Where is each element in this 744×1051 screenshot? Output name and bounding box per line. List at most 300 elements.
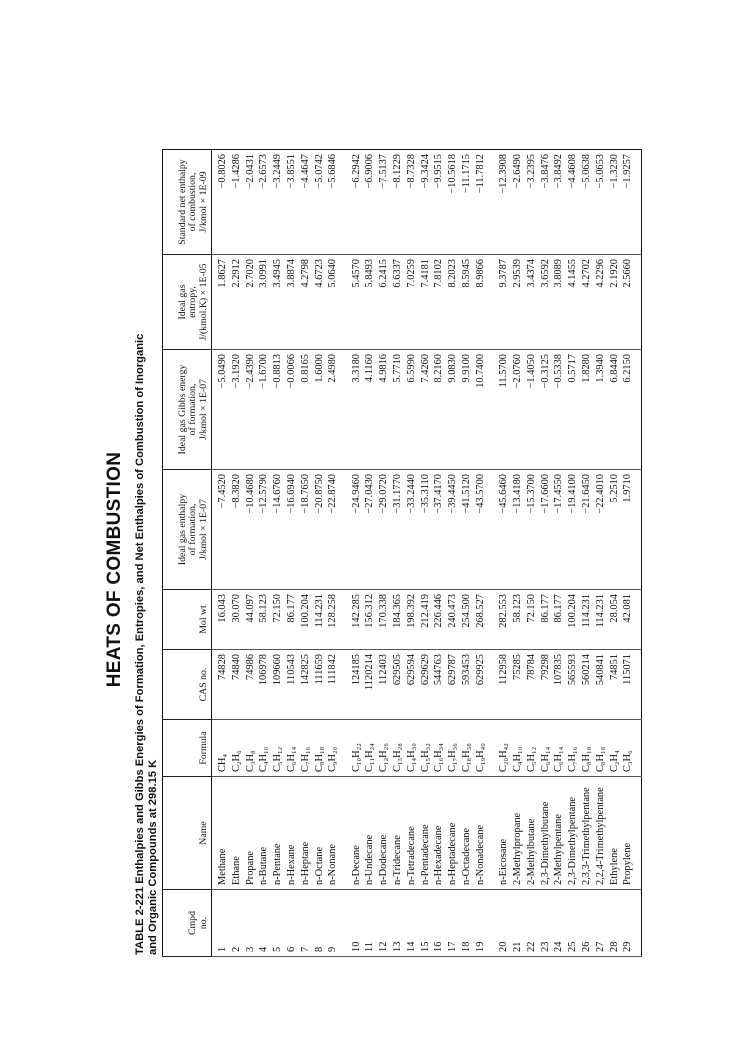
formula-cell: C₆H₁₄: [285, 720, 299, 777]
cmpd-no-cell: 5: [271, 890, 285, 957]
compound-name-cell: 2-Methylpentane: [552, 777, 566, 890]
cas-no-cell: 74851: [608, 650, 622, 720]
gibbs-formation-cell: 9.0830: [446, 350, 460, 470]
mol-wt-cell: 226.446: [432, 590, 446, 650]
formula-cell: C₇H₁₆: [566, 720, 580, 777]
table-row: [419, 150, 433, 957]
header-enthalpy-formation: Ideal gas enthalpy of formation, J/kmol × 1E-07: [163, 470, 212, 590]
header-name: Name: [163, 777, 212, 890]
mol-wt-cell: 86.177: [552, 590, 566, 650]
empty-cell: [340, 720, 350, 777]
entropy-cell: 9.3787: [497, 255, 511, 350]
table-row: [594, 150, 608, 957]
cas-no-cell: 75285: [511, 650, 525, 720]
mol-wt-cell: 100.204: [299, 590, 313, 650]
enthalpy-formation-cell: 5.2510: [608, 470, 622, 590]
entropy-cell: 8.9866: [474, 255, 488, 350]
compound-name-cell: Propane: [244, 777, 258, 890]
enthalpy-formation-cell: −18.7650: [299, 470, 313, 590]
enthalpy-formation-cell: −21.6450: [580, 470, 594, 590]
cas-no-cell: 629787: [446, 650, 460, 720]
mol-wt-cell: 268.527: [474, 590, 488, 650]
gibbs-formation-cell: 1.6000: [313, 350, 327, 470]
cmpd-no-cell: 28: [608, 890, 622, 957]
net-enthalpy-combustion-cell: −8.1229: [391, 150, 405, 255]
formula-cell: CH₄: [216, 720, 230, 777]
endpad-row: [635, 150, 642, 957]
gibbs-formation-cell: −1.4050: [525, 350, 539, 470]
enthalpy-formation-cell: −17.6600: [539, 470, 553, 590]
enthalpy-formation-cell: −13.4180: [511, 470, 525, 590]
cas-no-cell: 79298: [539, 650, 553, 720]
entropy-cell: 5.0640: [326, 255, 340, 350]
mol-wt-cell: 58.123: [257, 590, 271, 650]
gibbs-formation-cell: 4.9816: [377, 350, 391, 470]
mol-wt-cell: 72.150: [525, 590, 539, 650]
table-row: [539, 150, 553, 957]
table-row: [566, 150, 580, 957]
enthalpy-formation-cell: −43.5700: [474, 470, 488, 590]
enthalpy-formation-cell: −29.0720: [377, 470, 391, 590]
cas-no-cell: 107835: [552, 650, 566, 720]
compound-name-cell: n-Heptane: [299, 777, 313, 890]
cas-no-cell: 560214: [580, 650, 594, 720]
entropy-cell: 7.0259: [405, 255, 419, 350]
empty-cell: [340, 470, 350, 590]
mol-wt-cell: 128.258: [326, 590, 340, 650]
empty-cell: [340, 650, 350, 720]
cmpd-no-cell: 9: [326, 890, 340, 957]
gibbs-formation-cell: 8.2160: [432, 350, 446, 470]
compound-name-cell: Ethylene: [608, 777, 622, 890]
compound-name-cell: 2,3-Dimethylpentane: [566, 777, 580, 890]
entropy-cell: 3.4374: [525, 255, 539, 350]
net-enthalpy-combustion-cell: −6.9006: [363, 150, 377, 255]
compound-name-cell: 2,3,3-Trimethylpentane: [580, 777, 594, 890]
cas-no-cell: 1120214: [363, 650, 377, 720]
table-row: [271, 150, 285, 957]
net-enthalpy-combustion-cell: −11.1715: [460, 150, 474, 255]
mol-wt-cell: 28.054: [608, 590, 622, 650]
compound-name-cell: n-Heptadecane: [446, 777, 460, 890]
compound-name-cell: n-Butane: [257, 777, 271, 890]
formula-cell: C₄H₁₀: [511, 720, 525, 777]
net-enthalpy-combustion-cell: −5.6846: [326, 150, 340, 255]
enthalpy-formation-cell: −37.4170: [432, 470, 446, 590]
cmpd-no-cell: 2: [230, 890, 244, 957]
gibbs-formation-cell: −1.6700: [257, 350, 271, 470]
header-formula: Formula: [163, 720, 212, 777]
empty-cell: [340, 890, 350, 957]
cas-no-cell: 78784: [525, 650, 539, 720]
table-row: [446, 150, 460, 957]
compound-name-cell: n-Dodecane: [377, 777, 391, 890]
header-net-enthalpy-combustion: Standard net enthalpy of combustion, J/kmol × 1E-09: [163, 150, 212, 255]
table-row: [460, 150, 474, 957]
table-row: [313, 150, 327, 957]
table-row: [405, 150, 419, 957]
compound-name-cell: n-Nonadecane: [474, 777, 488, 890]
enthalpy-formation-cell: −14.6760: [271, 470, 285, 590]
net-enthalpy-combustion-cell: −3.8551: [285, 150, 299, 255]
empty-cell: [635, 470, 642, 590]
gibbs-formation-cell: 0.8165: [299, 350, 313, 470]
mol-wt-cell: 282.553: [497, 590, 511, 650]
formula-cell: C₃H₈: [244, 720, 258, 777]
entropy-cell: 4.2296: [594, 255, 608, 350]
net-enthalpy-combustion-cell: −3.2395: [525, 150, 539, 255]
enthalpy-formation-cell: −31.1770: [391, 470, 405, 590]
cmpd-no-cell: 10: [350, 890, 364, 957]
mol-wt-cell: 240.473: [446, 590, 460, 650]
entropy-cell: 2.7020: [244, 255, 258, 350]
entropy-cell: 2.1920: [608, 255, 622, 350]
compound-name-cell: n-Hexane: [285, 777, 299, 890]
formula-cell: C₁₀H₂₂: [350, 720, 364, 777]
compound-name-cell: 2-Methylpropane: [511, 777, 525, 890]
mol-wt-cell: 42.081: [621, 590, 635, 650]
entropy-cell: 4.2702: [580, 255, 594, 350]
mol-wt-cell: 16.043: [216, 590, 230, 650]
caption-line-2: and Organic Compounds at 298.15 K: [146, 759, 159, 955]
entropy-cell: 4.6723: [313, 255, 327, 350]
enthalpy-formation-cell: −15.3700: [525, 470, 539, 590]
gibbs-formation-cell: 0.5717: [566, 350, 580, 470]
formula-cell: C₆H₁₄: [552, 720, 566, 777]
empty-cell: [635, 150, 642, 255]
net-enthalpy-combustion-cell: −1.4286: [230, 150, 244, 255]
table-row: [299, 150, 313, 957]
empty-cell: [340, 350, 350, 470]
formula-cell: C₈H₁₈: [580, 720, 594, 777]
entropy-cell: 4.2798: [299, 255, 313, 350]
mol-wt-cell: 114.231: [594, 590, 608, 650]
gap-row: [340, 150, 350, 957]
gibbs-formation-cell: −2.4390: [244, 350, 258, 470]
header-entropy: Ideal gas entropy, J/(kmol.K) × 1E-05: [163, 255, 212, 350]
enthalpy-formation-cell: −22.4010: [594, 470, 608, 590]
compound-name-cell: Propylene: [621, 777, 635, 890]
enthalpy-formation-cell: −20.8750: [313, 470, 327, 590]
cmpd-no-cell: 19: [474, 890, 488, 957]
entropy-cell: 3.8874: [285, 255, 299, 350]
empty-cell: [635, 350, 642, 470]
formula-cell: C₆H₁₄: [539, 720, 553, 777]
empty-cell: [340, 255, 350, 350]
empty-cell: [635, 720, 642, 777]
empty-cell: [635, 890, 642, 957]
entropy-cell: 5.4570: [350, 255, 364, 350]
cmpd-no-cell: 6: [285, 890, 299, 957]
compound-name-cell: n-Tetradecane: [405, 777, 419, 890]
entropy-cell: 2.5660: [621, 255, 635, 350]
header-cmpd-no: Cmpd no.: [163, 890, 212, 957]
table-row: [216, 150, 230, 957]
table-row: [350, 150, 364, 957]
cas-no-cell: 629629: [419, 650, 433, 720]
entropy-cell: 8.2023: [446, 255, 460, 350]
cmpd-no-cell: 12: [377, 890, 391, 957]
empty-cell: [488, 650, 498, 720]
cas-no-cell: 115071: [621, 650, 635, 720]
empty-cell: [488, 255, 498, 350]
table-row: [377, 150, 391, 957]
net-enthalpy-combustion-cell: −6.2942: [350, 150, 364, 255]
enthalpy-formation-cell: −22.8740: [326, 470, 340, 590]
empty-cell: [488, 590, 498, 650]
cmpd-no-cell: 25: [566, 890, 580, 957]
empty-cell: [340, 590, 350, 650]
compound-name-cell: n-Octadecane: [460, 777, 474, 890]
gibbs-formation-cell: 6.2150: [621, 350, 635, 470]
enthalpy-formation-cell: −16.6940: [285, 470, 299, 590]
net-enthalpy-combustion-cell: −4.4608: [566, 150, 580, 255]
gibbs-formation-cell: 6.5990: [405, 350, 419, 470]
entropy-cell: 8.5945: [460, 255, 474, 350]
formula-cell: C₂H₆: [230, 720, 244, 777]
mol-wt-cell: 58.123: [511, 590, 525, 650]
compound-name-cell: n-Hexadecane: [432, 777, 446, 890]
gibbs-formation-cell: 9.9100: [460, 350, 474, 470]
enthalpy-formation-cell: −24.9460: [350, 470, 364, 590]
formula-cell: C₉H₂₀: [326, 720, 340, 777]
cas-no-cell: 142825: [299, 650, 313, 720]
cmpd-no-cell: 26: [580, 890, 594, 957]
enthalpy-formation-cell: 1.9710: [621, 470, 635, 590]
cmpd-no-cell: 11: [363, 890, 377, 957]
formula-cell: C₂H₄: [608, 720, 622, 777]
empty-cell: [340, 150, 350, 255]
gibbs-formation-cell: −0.5338: [552, 350, 566, 470]
cmpd-no-cell: 23: [539, 890, 553, 957]
formula-cell: C₁₄H₃₀: [405, 720, 419, 777]
table-row: [391, 150, 405, 957]
mol-wt-cell: 170.338: [377, 590, 391, 650]
enthalpy-formation-cell: −12.5790: [257, 470, 271, 590]
entropy-cell: 6.2415: [377, 255, 391, 350]
table-body: [212, 150, 642, 957]
rotated-page: [90, 140, 650, 957]
mol-wt-cell: 44.097: [244, 590, 258, 650]
compound-name-cell: 2,2,4-Trimethylpentane: [594, 777, 608, 890]
mol-wt-cell: 156.312: [363, 590, 377, 650]
cas-no-cell: 565593: [566, 650, 580, 720]
header-cas-no: CAS no.: [163, 650, 212, 720]
entropy-cell: 3.0991: [257, 255, 271, 350]
gibbs-formation-cell: 2.4980: [326, 350, 340, 470]
gibbs-formation-cell: 7.4260: [419, 350, 433, 470]
mol-wt-cell: 198.392: [405, 590, 419, 650]
formula-cell: C₅H₁₂: [271, 720, 285, 777]
entropy-cell: 2.2912: [230, 255, 244, 350]
net-enthalpy-combustion-cell: −1.9257: [621, 150, 635, 255]
cmpd-no-cell: 27: [594, 890, 608, 957]
table-row: [608, 150, 622, 957]
compound-name-cell: 2,3-Dimethylbutane: [539, 777, 553, 890]
cmpd-no-cell: 24: [552, 890, 566, 957]
empty-cell: [488, 350, 498, 470]
cmpd-no-cell: 21: [511, 890, 525, 957]
mol-wt-cell: 254.500: [460, 590, 474, 650]
formula-cell: C₁₈H₃₈: [460, 720, 474, 777]
net-enthalpy-combustion-cell: −3.8476: [539, 150, 553, 255]
caption-line-1: TABLE 2-221 Enthalpies and Gibbs Energies of Formation, Entropies, and Net Enthalpies of Combustion of Inorganic: [134, 333, 146, 955]
formula-cell: C₅H₁₂: [525, 720, 539, 777]
enthalpy-formation-cell: −7.4520: [216, 470, 230, 590]
cmpd-no-cell: 29: [621, 890, 635, 957]
compound-name-cell: n-Undecane: [363, 777, 377, 890]
mol-wt-cell: 184.365: [391, 590, 405, 650]
table-row: [580, 150, 594, 957]
mol-wt-cell: 114.231: [580, 590, 594, 650]
formula-cell: C₃H₆: [621, 720, 635, 777]
formula-cell: C₈H₁₈: [594, 720, 608, 777]
cmpd-no-cell: 16: [432, 890, 446, 957]
cmpd-no-cell: 14: [405, 890, 419, 957]
table-row: [552, 150, 566, 957]
enthalpy-formation-cell: −45.6460: [497, 470, 511, 590]
cas-no-cell: 544763: [432, 650, 446, 720]
net-enthalpy-combustion-cell: −5.0638: [580, 150, 594, 255]
gibbs-formation-cell: −0.8813: [271, 350, 285, 470]
mol-wt-cell: 100.204: [566, 590, 580, 650]
cas-no-cell: 74828: [216, 650, 230, 720]
header-row: [163, 150, 212, 957]
net-enthalpy-combustion-cell: −5.0653: [594, 150, 608, 255]
net-enthalpy-combustion-cell: −0.8026: [216, 150, 230, 255]
formula-cell: C₂₀H₄₂: [497, 720, 511, 777]
compound-name-cell: n-Octane: [313, 777, 327, 890]
cas-no-cell: 74840: [230, 650, 244, 720]
empty-cell: [488, 777, 498, 890]
table-row: [525, 150, 539, 957]
compound-name-cell: Ethane: [230, 777, 244, 890]
net-enthalpy-combustion-cell: −2.6573: [257, 150, 271, 255]
gibbs-formation-cell: 1.8280: [580, 350, 594, 470]
empty-cell: [488, 470, 498, 590]
entropy-cell: 4.1455: [566, 255, 580, 350]
cas-no-cell: 111659: [313, 650, 327, 720]
gibbs-formation-cell: −2.0760: [511, 350, 525, 470]
header-gibbs-formation: Ideal gas Gibbs energy of formation, J/kmol × 1E-07: [163, 350, 212, 470]
table-row: [257, 150, 271, 957]
cas-no-cell: 111842: [326, 650, 340, 720]
enthalpy-formation-cell: −41.5120: [460, 470, 474, 590]
mol-wt-cell: 212.419: [419, 590, 433, 650]
cas-no-cell: 593453: [460, 650, 474, 720]
cmpd-no-cell: 17: [446, 890, 460, 957]
net-enthalpy-combustion-cell: −7.5137: [377, 150, 391, 255]
cas-no-cell: 629925: [474, 650, 488, 720]
formula-cell: C₁₅H₃₂: [419, 720, 433, 777]
empty-cell: [635, 777, 642, 890]
net-enthalpy-combustion-cell: −4.4647: [299, 150, 313, 255]
formula-cell: C₁₂H₂₆: [377, 720, 391, 777]
entropy-cell: 3.4945: [271, 255, 285, 350]
cmpd-no-cell: 3: [244, 890, 258, 957]
cas-no-cell: 112958: [497, 650, 511, 720]
gibbs-formation-cell: −3.1920: [230, 350, 244, 470]
cmpd-no-cell: 18: [460, 890, 474, 957]
mol-wt-cell: 142.285: [350, 590, 364, 650]
empty-cell: [635, 590, 642, 650]
mol-wt-cell: 72.150: [271, 590, 285, 650]
net-enthalpy-combustion-cell: −5.0742: [313, 150, 327, 255]
formula-cell: C₁₉H₄₀: [474, 720, 488, 777]
enthalpy-formation-cell: −27.0430: [363, 470, 377, 590]
entropy-cell: 2.9539: [511, 255, 525, 350]
mol-wt-cell: 114.231: [313, 590, 327, 650]
cas-no-cell: 109660: [271, 650, 285, 720]
cmpd-no-cell: 7: [299, 890, 313, 957]
net-enthalpy-combustion-cell: −1.3230: [608, 150, 622, 255]
cmpd-no-cell: 22: [525, 890, 539, 957]
table-row: [511, 150, 525, 957]
formula-cell: C₇H₁₆: [299, 720, 313, 777]
cmpd-no-cell: 1: [216, 890, 230, 957]
gibbs-formation-cell: 5.7710: [391, 350, 405, 470]
net-enthalpy-combustion-cell: −12.3908: [497, 150, 511, 255]
header-mol-wt: Mol wt: [163, 590, 212, 650]
compound-name-cell: n-Pentadecane: [419, 777, 433, 890]
empty-cell: [488, 720, 498, 777]
enthalpy-formation-cell: −10.4680: [244, 470, 258, 590]
entropy-cell: 6.6337: [391, 255, 405, 350]
gibbs-formation-cell: 6.8440: [608, 350, 622, 470]
table-caption: [134, 140, 159, 955]
net-enthalpy-combustion-cell: −11.7812: [474, 150, 488, 255]
cas-no-cell: 112403: [377, 650, 391, 720]
table-row: [244, 150, 258, 957]
net-enthalpy-combustion-cell: −2.6490: [511, 150, 525, 255]
enthalpy-formation-cell: −39.4450: [446, 470, 460, 590]
gibbs-formation-cell: 10.7400: [474, 350, 488, 470]
net-enthalpy-combustion-cell: −3.8492: [552, 150, 566, 255]
formula-cell: C₁₁H₂₄: [363, 720, 377, 777]
compound-name-cell: n-Decane: [350, 777, 364, 890]
enthalpy-formation-cell: −35.3110: [419, 470, 433, 590]
formula-cell: C₁₃H₂₈: [391, 720, 405, 777]
entropy-cell: 7.8102: [432, 255, 446, 350]
formula-cell: C₄H₁₀: [257, 720, 271, 777]
table-row: [474, 150, 488, 957]
net-enthalpy-combustion-cell: −10.5618: [446, 150, 460, 255]
empty-cell: [340, 777, 350, 890]
compound-name-cell: Methane: [216, 777, 230, 890]
gibbs-formation-cell: 1.3940: [594, 350, 608, 470]
cas-no-cell: 540841: [594, 650, 608, 720]
formula-cell: C₁₇H₃₆: [446, 720, 460, 777]
gibbs-formation-cell: −5.0490: [216, 350, 230, 470]
empty-cell: [488, 890, 498, 957]
cas-no-cell: 124185: [350, 650, 364, 720]
gibbs-formation-cell: 11.5700: [497, 350, 511, 470]
compound-name-cell: n-Eicosane: [497, 777, 511, 890]
mol-wt-cell: 86.177: [285, 590, 299, 650]
table-row: [432, 150, 446, 957]
empty-cell: [635, 255, 642, 350]
cmpd-no-cell: 4: [257, 890, 271, 957]
entropy-cell: 1.8627: [216, 255, 230, 350]
net-enthalpy-combustion-cell: −9.3424: [419, 150, 433, 255]
empty-cell: [488, 150, 498, 255]
compound-name-cell: 2-Methylbutane: [525, 777, 539, 890]
mol-wt-cell: 86.177: [539, 590, 553, 650]
enthalpy-formation-cell: −8.3820: [230, 470, 244, 590]
formula-cell: C₁₆H₃₄: [432, 720, 446, 777]
table-row: [285, 150, 299, 957]
entropy-cell: 7.4181: [419, 255, 433, 350]
